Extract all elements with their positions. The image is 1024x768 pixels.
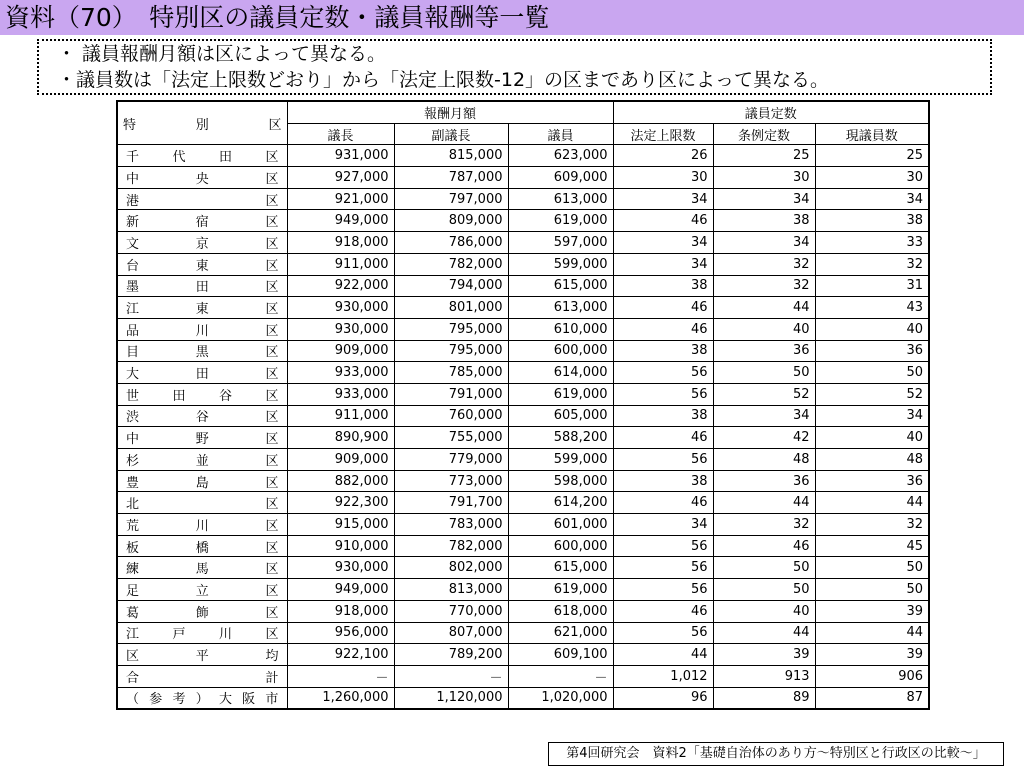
value-cell: 618,000 [508, 600, 613, 622]
value-cell: 949,000 [287, 579, 394, 601]
value-cell: 48 [815, 449, 929, 471]
table-row [117, 449, 929, 471]
value-cell: 930,000 [287, 557, 394, 579]
value-cell: 782,000 [394, 253, 508, 275]
ward-name-cell: 中 野 区 [117, 427, 287, 449]
ward-name-cell: 千 代 田 区 [117, 145, 287, 167]
page-title-bar [0, 0, 1024, 35]
value-cell: 599,000 [508, 253, 613, 275]
table-header-row-1 [117, 101, 929, 123]
value-cell: 46 [613, 492, 713, 514]
value-cell: 25 [713, 145, 815, 167]
value-cell: 760,000 [394, 405, 508, 427]
ward-name-cell: 渋 谷 区 [117, 405, 287, 427]
value-cell: 25 [815, 145, 929, 167]
value-cell: 621,000 [508, 622, 613, 644]
value-cell: 911,000 [287, 253, 394, 275]
value-cell: 1,020,000 [508, 687, 613, 709]
value-cell: 26 [613, 145, 713, 167]
value-cell: 601,000 [508, 514, 613, 536]
value-cell: 609,000 [508, 167, 613, 189]
value-cell: 38 [613, 340, 713, 362]
value-cell: 30 [613, 167, 713, 189]
ward-name-cell: 練 馬 区 [117, 557, 287, 579]
value-cell: 802,000 [394, 557, 508, 579]
value-cell: 40 [815, 318, 929, 340]
value-cell: 921,000 [287, 188, 394, 210]
value-cell: 50 [713, 579, 815, 601]
value-cell: 605,000 [508, 405, 613, 427]
table-row [117, 514, 929, 536]
value-cell: 801,000 [394, 297, 508, 319]
table-row [117, 687, 929, 709]
value-cell: 915,000 [287, 514, 394, 536]
value-cell: 42 [713, 427, 815, 449]
value-cell: 906 [815, 665, 929, 687]
table-row [117, 557, 929, 579]
value-cell: 614,200 [508, 492, 613, 514]
value-cell: 794,000 [394, 275, 508, 297]
table-row [117, 427, 929, 449]
value-cell: 918,000 [287, 600, 394, 622]
value-cell: 56 [613, 579, 713, 601]
table-row [117, 253, 929, 275]
value-cell: 34 [713, 232, 815, 254]
value-cell: 599,000 [508, 449, 613, 471]
value-cell: 40 [815, 427, 929, 449]
value-cell: 38 [613, 275, 713, 297]
page-title: 資料（70） 特別区の議員定数・議員報酬等一覧 [5, 3, 550, 32]
value-cell: 913 [713, 665, 815, 687]
value-cell: 50 [713, 362, 815, 384]
value-cell: 791,700 [394, 492, 508, 514]
ward-name-cell: 世 田 谷 区 [117, 383, 287, 405]
value-cell: 598,000 [508, 470, 613, 492]
ward-name-cell: （ 参 考 ） 大 阪 市 [117, 687, 287, 709]
value-cell: 610,000 [508, 318, 613, 340]
footer-source: 第4回研究会 資料2「基礎自治体のあり方～特別区と行政区の比較～」 [548, 742, 1004, 766]
value-cell: 773,000 [394, 470, 508, 492]
value-cell: 50 [815, 579, 929, 601]
ward-council-table [116, 100, 930, 710]
value-cell: 918,000 [287, 232, 394, 254]
ward-name-cell: 中 央 区 [117, 167, 287, 189]
value-cell: 56 [613, 362, 713, 384]
value-cell: 956,000 [287, 622, 394, 644]
ward-name-cell: 台 東 区 [117, 253, 287, 275]
value-cell: 783,000 [394, 514, 508, 536]
value-cell: 779,000 [394, 449, 508, 471]
value-cell: 50 [815, 557, 929, 579]
value-cell: 614,000 [508, 362, 613, 384]
ward-name-cell: 品 川 区 [117, 318, 287, 340]
value-cell: 791,000 [394, 383, 508, 405]
value-cell: 613,000 [508, 297, 613, 319]
value-cell: 43 [815, 297, 929, 319]
table-row [117, 383, 929, 405]
value-cell: 809,000 [394, 210, 508, 232]
value-cell: 623,000 [508, 145, 613, 167]
table-row [117, 405, 929, 427]
note-seats: ・議員数は「法定上限数どおり」から「法定上限数-12」の区まであり区によって異なる。 [57, 69, 830, 91]
value-cell: 770,000 [394, 600, 508, 622]
ward-name-cell: 荒 川 区 [117, 514, 287, 536]
ward-name-cell: 江 東 区 [117, 297, 287, 319]
value-cell: 44 [613, 644, 713, 666]
value-cell: 44 [713, 297, 815, 319]
table-row [117, 622, 929, 644]
col-legal-max: 法定上限数 [613, 123, 713, 145]
value-cell: 46 [613, 297, 713, 319]
value-cell: 930,000 [287, 297, 394, 319]
value-cell: 31 [815, 275, 929, 297]
value-cell: 613,000 [508, 188, 613, 210]
value-cell: 56 [613, 449, 713, 471]
value-cell: 910,000 [287, 535, 394, 557]
value-cell: 56 [613, 622, 713, 644]
value-cell: 38 [815, 210, 929, 232]
value-cell: 50 [713, 557, 815, 579]
value-cell: 38 [713, 210, 815, 232]
value-cell: 36 [713, 470, 815, 492]
value-cell: 787,000 [394, 167, 508, 189]
table-row [117, 167, 929, 189]
value-cell: 46 [613, 600, 713, 622]
value-cell: 911,000 [287, 405, 394, 427]
value-cell: 34 [713, 188, 815, 210]
ward-name-cell: 北 区 [117, 492, 287, 514]
value-cell: 1,120,000 [394, 687, 508, 709]
value-cell: 34 [613, 253, 713, 275]
value-cell: 1,012 [613, 665, 713, 687]
col-member: 議員 [508, 123, 613, 145]
value-cell: 619,000 [508, 210, 613, 232]
value-cell: 755,000 [394, 427, 508, 449]
value-cell: 32 [713, 275, 815, 297]
value-cell: 930,000 [287, 318, 394, 340]
value-cell: 30 [713, 167, 815, 189]
ward-name-cell: 大 田 区 [117, 362, 287, 384]
value-cell: 44 [815, 622, 929, 644]
value-cell: 34 [713, 405, 815, 427]
value-cell: 40 [713, 600, 815, 622]
value-cell: 931,000 [287, 145, 394, 167]
value-cell: 34 [613, 232, 713, 254]
value-cell: 890,900 [287, 427, 394, 449]
table-row [117, 145, 929, 167]
value-cell: 96 [613, 687, 713, 709]
table-row [117, 297, 929, 319]
value-cell: 882,000 [287, 470, 394, 492]
table-row [117, 665, 929, 687]
table-body [117, 145, 929, 709]
value-cell: 56 [613, 535, 713, 557]
value-cell: 927,000 [287, 167, 394, 189]
value-cell: 615,000 [508, 275, 613, 297]
col-current: 現議員数 [815, 123, 929, 145]
value-cell: 56 [613, 383, 713, 405]
value-cell: 933,000 [287, 362, 394, 384]
value-cell: 44 [713, 622, 815, 644]
note-salary: ・ 議員報酬月額は区によって異なる。 [57, 43, 387, 65]
value-cell: 34 [815, 188, 929, 210]
value-cell: 34 [815, 405, 929, 427]
ward-name-cell: 新 宿 区 [117, 210, 287, 232]
value-cell: 32 [815, 253, 929, 275]
value-cell: 807,000 [394, 622, 508, 644]
value-cell: 795,000 [394, 340, 508, 362]
value-cell: 789,200 [394, 644, 508, 666]
table-row [117, 210, 929, 232]
value-cell: 50 [815, 362, 929, 384]
ward-name-cell: 豊 島 区 [117, 470, 287, 492]
table-row [117, 275, 929, 297]
table-row [117, 470, 929, 492]
value-cell: 39 [815, 600, 929, 622]
value-cell: － [508, 665, 613, 687]
value-cell: 45 [815, 535, 929, 557]
value-cell: 30 [815, 167, 929, 189]
value-cell: － [394, 665, 508, 687]
ward-name-cell: 板 橋 区 [117, 535, 287, 557]
value-cell: 40 [713, 318, 815, 340]
value-cell: 909,000 [287, 340, 394, 362]
ward-name-cell: 文 京 区 [117, 232, 287, 254]
value-cell: 36 [815, 470, 929, 492]
value-cell: 782,000 [394, 535, 508, 557]
value-cell: 922,100 [287, 644, 394, 666]
table-row [117, 492, 929, 514]
value-cell: 44 [815, 492, 929, 514]
ward-name-cell: 葛 飾 区 [117, 600, 287, 622]
value-cell: 46 [613, 318, 713, 340]
value-cell: 600,000 [508, 340, 613, 362]
value-cell: 32 [713, 253, 815, 275]
value-cell: 32 [713, 514, 815, 536]
table-row [117, 644, 929, 666]
ward-name-cell: 合 計 [117, 665, 287, 687]
col-chair: 議長 [287, 123, 394, 145]
value-cell: 87 [815, 687, 929, 709]
value-cell: 33 [815, 232, 929, 254]
value-cell: 46 [713, 535, 815, 557]
value-cell: 909,000 [287, 449, 394, 471]
col-ordinance: 条例定数 [713, 123, 815, 145]
value-cell: 597,000 [508, 232, 613, 254]
value-cell: 600,000 [508, 535, 613, 557]
value-cell: 39 [815, 644, 929, 666]
ward-name-cell: 杉 並 区 [117, 449, 287, 471]
col-vice-chair: 副議長 [394, 123, 508, 145]
value-cell: 52 [815, 383, 929, 405]
table-row [117, 188, 929, 210]
table-row [117, 362, 929, 384]
value-cell: 48 [713, 449, 815, 471]
value-cell: 52 [713, 383, 815, 405]
value-cell: 619,000 [508, 383, 613, 405]
ward-name-cell: 目 黒 区 [117, 340, 287, 362]
table-row [117, 600, 929, 622]
value-cell: 797,000 [394, 188, 508, 210]
value-cell: 815,000 [394, 145, 508, 167]
value-cell: 619,000 [508, 579, 613, 601]
value-cell: 56 [613, 557, 713, 579]
value-cell: 46 [613, 210, 713, 232]
value-cell: 34 [613, 514, 713, 536]
salary-group-header: 報酬月額 [287, 101, 613, 123]
value-cell: 615,000 [508, 557, 613, 579]
ward-name-cell: 墨 田 区 [117, 275, 287, 297]
value-cell: 795,000 [394, 318, 508, 340]
value-cell: 609,100 [508, 644, 613, 666]
ward-name-cell: 港 区 [117, 188, 287, 210]
value-cell: 38 [613, 470, 713, 492]
ward-name-cell: 江 戸 川 区 [117, 622, 287, 644]
value-cell: 1,260,000 [287, 687, 394, 709]
value-cell: 36 [713, 340, 815, 362]
value-cell: 46 [613, 427, 713, 449]
ward-header: 特 別 区 [117, 101, 287, 145]
table-row [117, 232, 929, 254]
table-row [117, 340, 929, 362]
value-cell: 38 [613, 405, 713, 427]
value-cell: 32 [815, 514, 929, 536]
value-cell: － [287, 665, 394, 687]
seats-group-header: 議員定数 [613, 101, 929, 123]
value-cell: 785,000 [394, 362, 508, 384]
value-cell: 813,000 [394, 579, 508, 601]
value-cell: 36 [815, 340, 929, 362]
table-row [117, 579, 929, 601]
value-cell: 933,000 [287, 383, 394, 405]
value-cell: 44 [713, 492, 815, 514]
value-cell: 786,000 [394, 232, 508, 254]
ward-name-cell: 区 平 均 [117, 644, 287, 666]
notes-box [37, 39, 992, 95]
value-cell: 922,000 [287, 275, 394, 297]
value-cell: 34 [613, 188, 713, 210]
ward-name-cell: 足 立 区 [117, 579, 287, 601]
table-row [117, 535, 929, 557]
table-row [117, 318, 929, 340]
value-cell: 89 [713, 687, 815, 709]
value-cell: 39 [713, 644, 815, 666]
value-cell: 588,200 [508, 427, 613, 449]
value-cell: 922,300 [287, 492, 394, 514]
value-cell: 949,000 [287, 210, 394, 232]
